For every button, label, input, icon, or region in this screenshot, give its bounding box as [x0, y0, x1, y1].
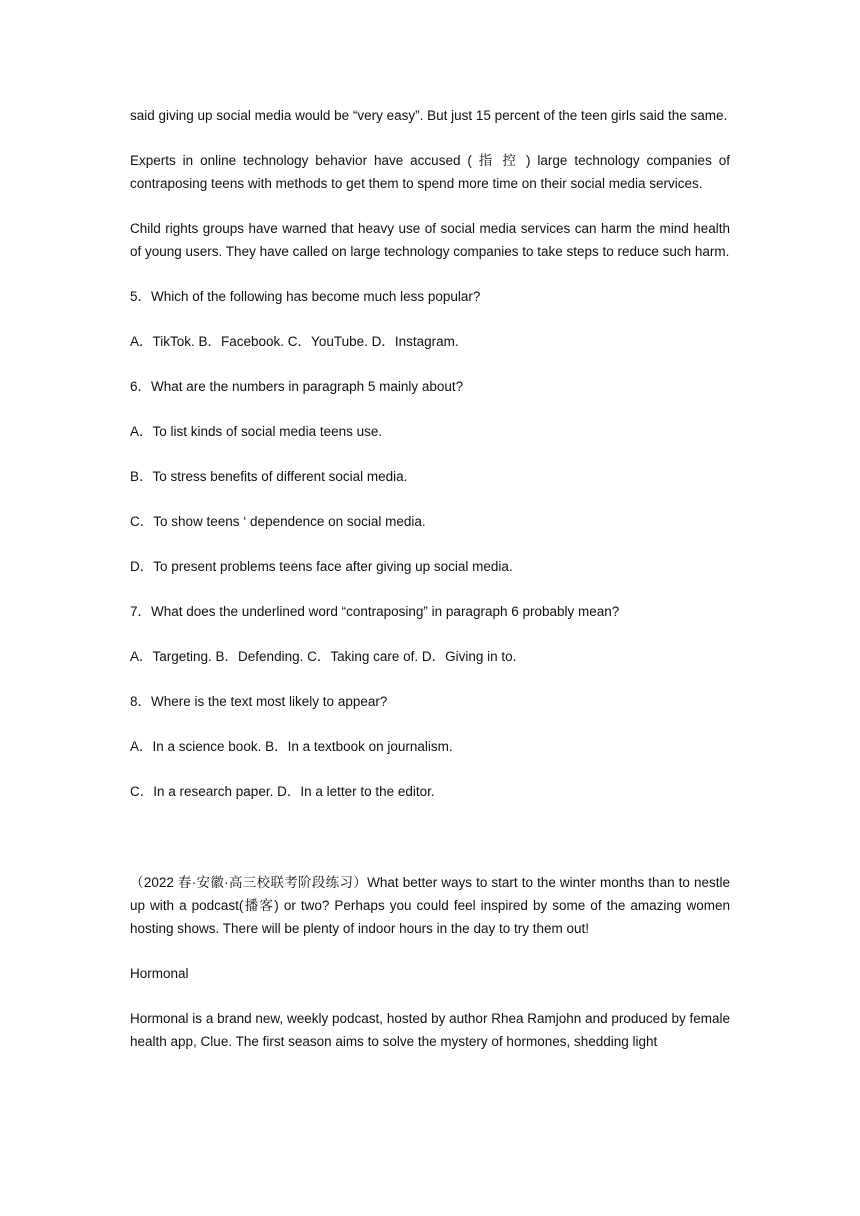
question-option: C．To show teens ‘ dependence on social media. [130, 514, 426, 529]
document-page [130, 104, 730, 1053]
paragraph: Experts in online technology behavior have accused ( 指 控 ) large technology companies of contraposing teens with methods to get them to spend more time on their social media services. [130, 153, 730, 191]
question-options: A．TikTok. B．Facebook. C．YouTube. D．Instagram. [130, 334, 459, 349]
question-options: A．Targeting. B．Defending. C．Taking care of. D．Giving in to. [130, 649, 517, 664]
question-options: C．In a research paper. D．In a letter to the editor. [130, 784, 435, 799]
section-heading: Hormonal [130, 966, 189, 981]
paragraph: Hormonal is a brand new, weekly podcast, hosted by author Rhea Ramjohn and produced by female health app, Clue. The first season aims to solve the mystery of hormones, shedding light [130, 1011, 730, 1049]
question-option: D．To present problems teens face after giving up social media. [130, 559, 513, 574]
question-stem: 5．Which of the following has become much less popular? [130, 289, 481, 304]
paragraph: Child rights groups have warned that heavy use of social media services can harm the mind health of young users. They have called on large technology companies to take steps to reduce such harm. [130, 221, 730, 259]
question-stem: 7．What does the underlined word “contraposing” in paragraph 6 probably mean? [130, 604, 620, 619]
question-options: A．In a science book. B．In a textbook on journalism. [130, 739, 453, 754]
question-option: B．To stress benefits of different social media. [130, 469, 408, 484]
question-stem: 8．Where is the text most likely to appear? [130, 694, 388, 709]
question-stem: 6．What are the numbers in paragraph 5 mainly about? [130, 379, 464, 394]
paragraph: said giving up social media would be “very easy”. But just 15 percent of the teen girls said the same. [130, 108, 728, 123]
question-option: A．To list kinds of social media teens use. [130, 424, 383, 439]
passage-intro: （2022 春·安徽·高三校联考阶段练习）What better ways to start to the winter months than to nestle up with a podcast(播客) or two? Perhaps you could feel inspired by some of the amazing women hosting shows. There will be plenty of indoor hours in the day to try them out! [130, 875, 730, 936]
